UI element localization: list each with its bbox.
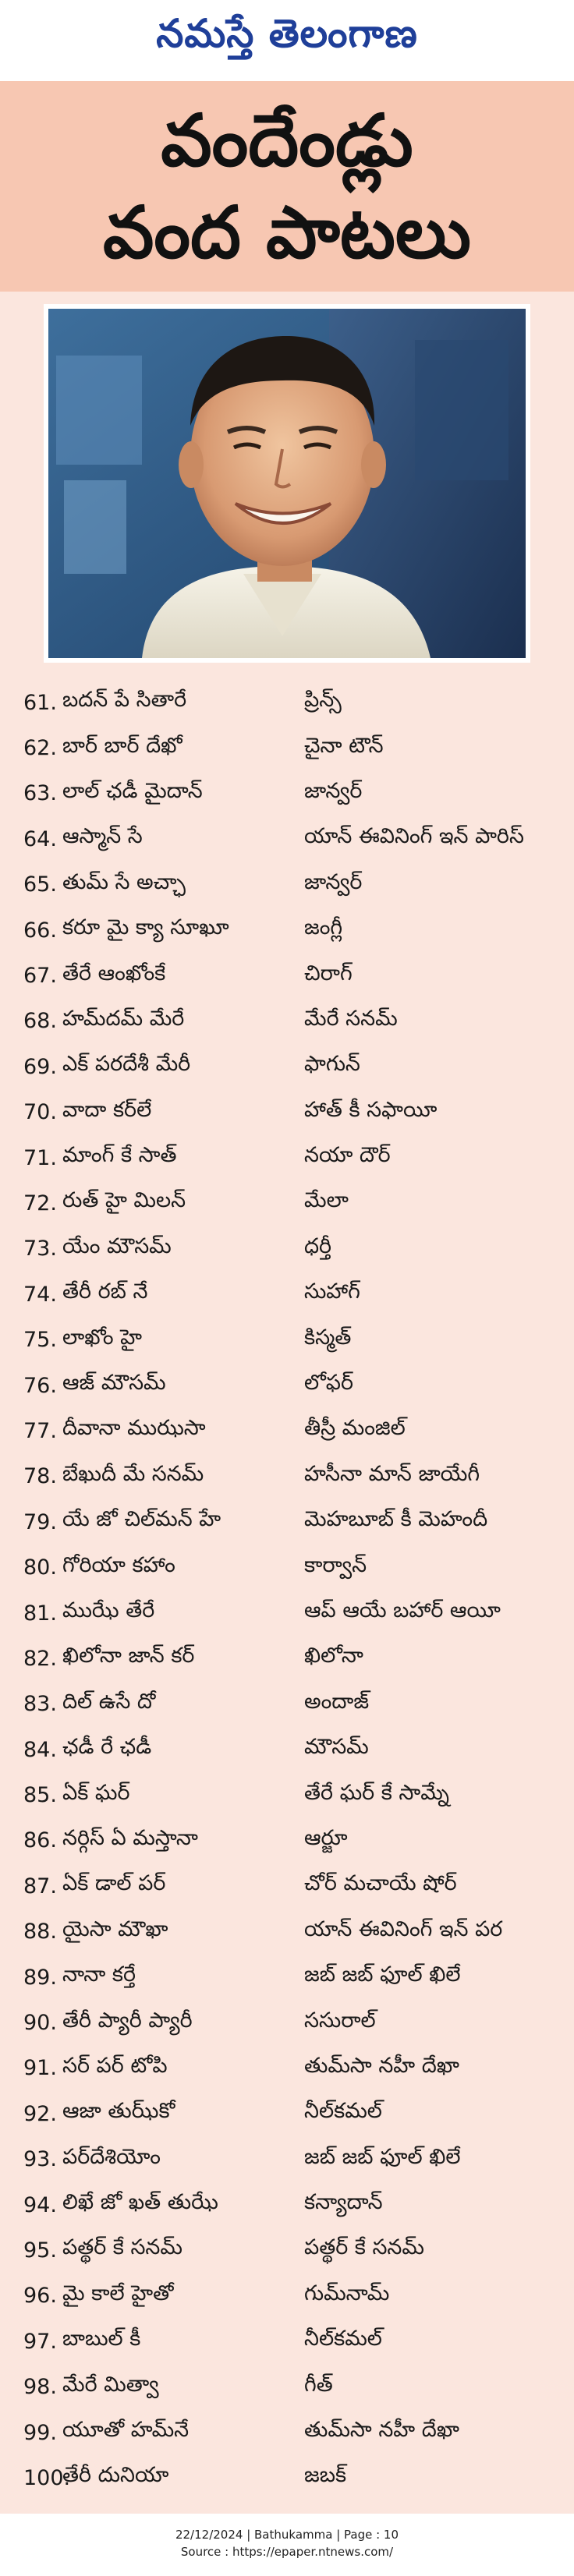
song-row [23,725,554,770]
song-number: 66. [23,918,57,943]
song-film: ఆప్ ఆయే బహార్ ఆయీ [304,1598,501,1622]
song-title: మై కాలే హైతో [62,2281,174,2305]
song-row [23,1499,554,1545]
song-row [23,953,554,998]
song-list [23,680,554,2501]
song-film: పత్థర్ కే సనమ్ [304,2235,424,2260]
song-row [23,1772,554,1817]
song-title: కరూ మై క్యా సూఖూ [62,915,229,940]
portrait-illustration [48,309,526,658]
song-row [23,1591,554,1636]
song-film: మేలా [304,1188,349,1213]
song-film: హసీనా మాన్ జాయేగీ [304,1461,480,1486]
song-row [23,862,554,908]
song-number: 83. [23,1692,57,1717]
song-row [23,1955,554,2000]
song-title: యేం మౌసమ్ [62,1233,172,1258]
song-number: 91. [23,2056,57,2081]
song-title: తేరీ రబ్ నే [62,1279,148,1304]
article-panel [0,81,574,2514]
song-film: కిస్మత్ [304,1325,352,1350]
song-film: యాన్ ఈవినింగ్ ఇన్ పర [304,1916,503,1941]
song-row [23,2182,554,2227]
song-film: తుమ్‌సా నహీ దేఖా [304,2053,459,2078]
song-film: అందాజ్ [304,1689,370,1714]
song-number: 74. [23,1282,57,1307]
song-number: 79. [23,1509,57,1534]
song-film: జబ్ జబ్ ఫూల్ ఖిలే [304,1962,461,1987]
song-film: నీల్‌కమల్ [304,2099,382,2124]
issue-info: 22/12/2024 | Bathukamma | Page : 10 [175,2528,399,2542]
song-number: 70. [23,1100,57,1125]
song-number: 89. [23,1965,57,1990]
song-row [23,1272,554,1317]
song-title: తేరీ దునియా [62,2463,169,2488]
song-number: 93. [23,2147,57,2172]
portrait-photo-frame [44,304,530,663]
song-title: యైసా మౌఖా [62,1916,168,1941]
song-number: 88. [23,1920,57,1944]
song-title: నర్గిస్ ఏ మస్తానా [62,1825,198,1850]
song-row [23,1636,554,1681]
song-row [23,908,554,953]
song-number: 78. [23,1464,57,1489]
song-row [23,680,554,725]
song-row [23,2046,554,2091]
song-title: ముఝే తేరే [62,1598,155,1622]
song-number: 82. [23,1646,57,1671]
singer-portrait-photo [48,309,526,658]
song-film: జాన్వర్ [304,778,363,803]
song-title: ఆజ్ మౌసమ్ [62,1371,166,1396]
song-title: నానా కర్తే [62,1962,136,1987]
song-number: 61. [23,690,57,715]
song-number: 96. [23,2284,57,2309]
song-row [23,1727,554,1772]
song-film: లోఫర్ [304,1371,353,1396]
song-title: బార్ బార్ దేఖో [62,733,182,758]
headline-line-2: వంద పాటలు [103,191,471,274]
song-film: మెహబూబ్ కీ మెహందీ [304,1507,488,1532]
song-film: గీత్ [304,2372,333,2397]
song-title: వాదా కర్‌లే [62,1097,152,1122]
song-row [23,1363,554,1408]
song-number: 75. [23,1328,57,1353]
song-title: తేరే ఆంఖోంకే [62,961,166,985]
song-row [23,1180,554,1226]
song-number: 69. [23,1054,57,1079]
song-film: హాత్ కీ సఫాయీ [304,1097,438,1122]
song-row [23,2455,554,2500]
song-number: 71. [23,1145,57,1170]
song-row [23,1682,554,1727]
song-film: జంగ్లీ [304,915,343,940]
song-row [23,2319,554,2364]
song-film: ఫాగున్ [304,1052,360,1077]
song-title: ఎక్ పరదేశీ మేరీ [62,1052,191,1077]
song-title: బేఖుదీ మే సనమ్ [62,1461,204,1486]
song-row [23,816,554,862]
song-title: ఆస్మాన్ సే [62,824,143,849]
song-film: జబక్ [304,2463,347,2488]
song-row [23,1044,554,1089]
song-number: 92. [23,2101,57,2126]
song-title: పత్థర్ కే సనమ్ [62,2235,182,2260]
masthead-logo-text: నమస్తే తెలంగాణ [156,10,418,56]
song-number: 73. [23,1237,57,1261]
song-film: సుహాగ్ [304,1279,360,1304]
song-title: పర్‌దేశియోం [62,2144,161,2169]
song-number: 86. [23,1828,57,1853]
song-number: 64. [23,826,57,851]
song-film: ధర్తీ [304,1233,332,1258]
song-row [23,2410,554,2455]
song-number: 68. [23,1009,57,1034]
song-row [23,1408,554,1453]
song-title: ఆజా తుఝ్‌కో [62,2099,175,2124]
song-number: 72. [23,1191,57,1215]
song-film: చైనా టౌన్ [304,733,384,758]
song-row [23,2091,554,2136]
song-film: చోర్ మచాయే షోర్ [304,1871,457,1896]
song-film: ససురాల్ [304,2008,376,2033]
song-number: 100. [23,2465,71,2490]
song-row [23,2227,554,2273]
headline-line-1: వందేండ్లు [161,99,413,182]
song-number: 62. [23,736,57,761]
song-row [23,1226,554,1272]
song-number: 77. [23,1418,57,1443]
song-title: లాఖోం హై [62,1325,143,1350]
song-row [23,1909,554,1955]
song-title: యే జో చిల్‌మన్ హే [62,1507,221,1532]
song-film: తేరే ఘర్ కే సామ్నే [304,1780,449,1805]
song-number: 98. [23,2375,57,2400]
song-title: లాల్ ఛడీ మైదాన్ [62,778,203,803]
song-number: 95. [23,2238,57,2263]
song-title: మేరే మిత్వా [62,2372,159,2397]
song-number: 94. [23,2192,57,2217]
song-title: ఏక్ ఘర్ [62,1780,130,1805]
song-title: సర్ పర్ టోపి [62,2053,168,2078]
song-number: 90. [23,2011,57,2036]
song-film: ఖిలోనా [304,1644,363,1668]
song-row [23,1135,554,1180]
song-row [23,2000,554,2045]
song-film: జబ్ జబ్ ఫూల్ ఖిలే [304,2144,461,2169]
song-number: 76. [23,1373,57,1398]
song-row [23,1317,554,1362]
song-film: యాన్ ఈవినింగ్ ఇన్ పారిస్ [304,824,524,849]
song-film: కార్వాన్ [304,1552,367,1577]
song-row [23,1454,554,1499]
song-film: కన్యాదాన్ [304,2190,383,2215]
song-film: మౌసమ్ [304,1735,369,1760]
source-info: Source : https://epaper.ntnews.com/ [180,2545,394,2559]
song-row [23,2364,554,2409]
song-title: ఏక్ డాల్ పర్ [62,1871,166,1896]
song-number: 99. [23,2420,57,2445]
song-number: 97. [23,2329,57,2354]
song-title: మాంగ్ కే సాత్ [62,1143,177,1168]
song-film: నయా దౌర్ [304,1143,391,1168]
song-title: లిఖే జో ఖత్ తుఝే [62,2190,218,2215]
song-number: 65. [23,872,57,897]
title-band [0,81,574,292]
song-title: దిల్ ఉసే దో [62,1689,156,1714]
song-row [23,999,554,1044]
song-title: యూతో హమ్‌నే [62,2418,190,2443]
song-film: మేరే సనమ్ [304,1006,398,1031]
song-title: ఛడీ రే ఛడీ [62,1735,152,1760]
song-row [23,2137,554,2182]
song-film: చిరాగ్ [304,961,353,985]
song-title: దీవానా ముఝసా [62,1416,206,1441]
song-row [23,1545,554,1590]
page-footer [0,2520,574,2576]
song-number: 67. [23,964,57,989]
song-number: 87. [23,1874,57,1898]
song-number: 85. [23,1783,57,1808]
song-number: 63. [23,781,57,806]
song-title: ఖిలోనా జాన్ కర్ [62,1644,195,1668]
song-film: గుమ్‌నామ్ [304,2281,390,2305]
song-film: జాన్వర్ [304,869,363,894]
song-number: 81. [23,1601,57,1626]
song-title: తుమ్ సే అచ్ఛా [62,869,186,894]
song-row [23,1818,554,1863]
song-title: బదన్ పే సితారే [62,688,187,713]
song-row [23,1090,554,1135]
song-title: బాబుల్ కీ [62,2327,141,2351]
song-title: హమ్‌దమ్ మేరే [62,1006,185,1031]
song-film: నీల్‌కమల్ [304,2327,382,2351]
song-film: ఆర్జూ [304,1825,348,1850]
song-title: రుత్ హై మిలన్ [62,1188,186,1213]
song-row [23,2273,554,2319]
song-title: తేరీ ప్యారీ ప్యారీ [62,2008,193,2033]
song-number: 80. [23,1555,57,1580]
song-row [23,1863,554,1909]
song-film: తీస్రీ మంజిల్ [304,1416,406,1441]
song-number: 84. [23,1737,57,1762]
song-film: ప్రిన్స్ [304,688,342,713]
song-title: గోరియా కహాం [62,1552,175,1577]
masthead [0,0,574,76]
song-row [23,771,554,816]
song-film: తుమ్‌సా నహీ దేఖా [304,2418,459,2443]
